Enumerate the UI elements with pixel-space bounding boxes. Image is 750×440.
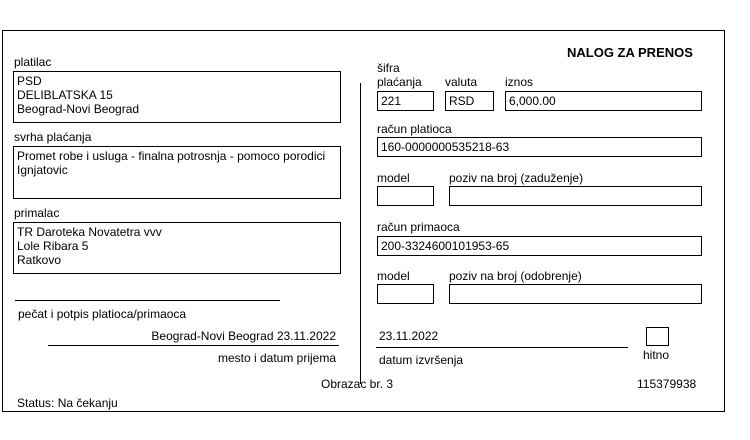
payer-box[interactable]: [13, 71, 341, 123]
payer-label: platilac: [14, 55, 52, 69]
amount-label: iznos: [505, 75, 534, 89]
payment-code-label-line2: plaćanja: [377, 75, 422, 89]
place-date-label: mesto i datum prijema: [217, 351, 336, 365]
currency-value: RSD: [449, 94, 475, 108]
form-number: Obrazac br. 3: [321, 377, 394, 391]
recipient-line-1: TR Daroteka Novatetra vvv: [17, 225, 162, 239]
stamp-signature-label: pečat i potpis platioca/primaoca: [18, 307, 187, 321]
debit-reference-label: poziv na broj (zaduženje): [449, 171, 584, 185]
payment-code-label-line1: šifra: [377, 61, 400, 75]
recipient-line-2: Lole Ribara 5: [17, 239, 89, 253]
debit-reference-field[interactable]: [449, 186, 702, 206]
document-number: 115379938: [637, 377, 697, 391]
urgent-label: hitno: [643, 348, 670, 362]
debit-model-field[interactable]: [377, 186, 434, 206]
recipient-line-3: Ratkovo: [17, 253, 62, 267]
payer-line-3: Beograd-Novi Beograd: [17, 102, 140, 116]
currency-field[interactable]: [445, 91, 494, 111]
debit-model-label: model: [377, 171, 410, 185]
place-date-line: [48, 345, 339, 346]
payer-account-field[interactable]: [377, 137, 702, 157]
recipient-box[interactable]: [13, 222, 341, 274]
recipient-label: primalac: [14, 206, 60, 220]
recipient-account-field[interactable]: [377, 236, 702, 256]
payer-line-2: DELIBLATSKA 15: [17, 88, 113, 102]
execution-date-value: 23.11.2022: [379, 329, 439, 343]
payer-line-1: PSD: [17, 74, 42, 88]
status-text: Status: Na čekanju: [17, 396, 118, 410]
amount-value: 6,000.00: [509, 94, 556, 108]
payment-code-value: 221: [381, 94, 402, 108]
column-divider: [360, 83, 361, 384]
currency-label: valuta: [445, 75, 478, 89]
urgent-checkbox[interactable]: [646, 327, 669, 346]
payer-account-value: 160-0000000535218-63: [381, 140, 510, 154]
form-title: NALOG ZA PRENOS: [567, 45, 693, 60]
recipient-account-value: 200-3324600101953-65: [381, 239, 510, 253]
payer-account-label: račun platioca: [377, 122, 452, 136]
payment-order-form: [2, 30, 725, 412]
payment-code-field[interactable]: [377, 91, 434, 111]
place-date-value: Beograd-Novi Beograd 23.11.2022: [151, 329, 336, 343]
execution-date-line: [376, 347, 628, 348]
credit-reference-field[interactable]: [449, 284, 702, 304]
credit-reference-label: poziv na broj (odobrenje): [449, 269, 582, 283]
amount-field[interactable]: [505, 91, 702, 111]
purpose-line-2: Ignjatovic: [17, 163, 68, 177]
execution-date-label: datum izvršenja: [379, 353, 464, 367]
purpose-box[interactable]: [13, 146, 341, 199]
stamp-signature-line: [15, 300, 280, 301]
credit-model-label: model: [377, 269, 410, 283]
credit-model-field[interactable]: [377, 284, 434, 304]
purpose-label: svrha plaćanja: [14, 130, 92, 144]
recipient-account-label: račun primaoca: [377, 220, 460, 234]
purpose-line-1: Promet robe i usluga - finalna potrosnja - pomoco porodici: [17, 149, 326, 163]
